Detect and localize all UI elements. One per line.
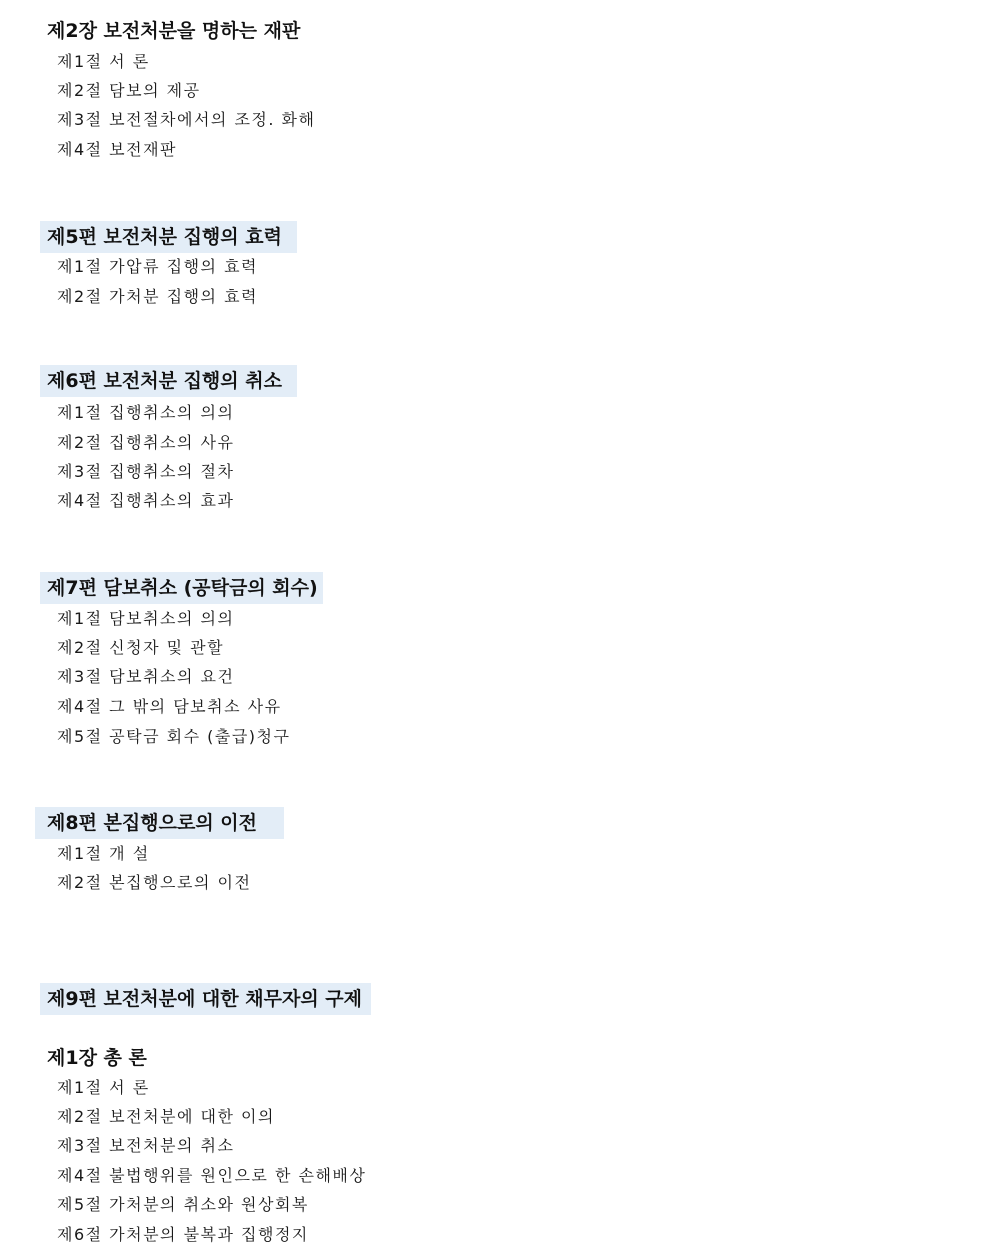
chapter-heading: 제1장 총 론	[47, 1047, 147, 1069]
section-item: 제3절 집행취소의 절차	[57, 462, 235, 481]
section-item: 제5절 공탁금 회수 (출급)청구	[57, 727, 291, 746]
section-item: 제3절 담보취소의 요건	[57, 667, 235, 686]
section-item: 제3절 보전절차에서의 조정. 화해	[57, 110, 316, 129]
section-item: 제1절 집행취소의 의의	[57, 403, 235, 422]
part-heading: 제8편 본집행으로의 이전	[35, 807, 284, 839]
section-item: 제1절 가압류 집행의 효력	[57, 257, 258, 276]
section-item: 제6절 가처분의 불복과 집행정지	[57, 1225, 309, 1244]
part-heading: 제9편 보전처분에 대한 채무자의 구제	[40, 983, 371, 1015]
section-item: 제2절 가처분 집행의 효력	[57, 287, 258, 306]
section-item: 제2절 본집행으로의 이전	[57, 873, 252, 892]
section-item: 제4절 보전재판	[57, 140, 178, 159]
part-heading: 제7편 담보취소 (공탁금의 회수)	[40, 572, 323, 604]
section-item: 제5절 가처분의 취소와 원상회복	[57, 1195, 309, 1214]
section-item: 제1절 서 론	[57, 1078, 150, 1097]
section-item: 제2절 담보의 제공	[57, 81, 201, 100]
section-item: 제3절 보전처분의 취소	[57, 1136, 235, 1155]
part-heading: 제6편 보전처분 집행의 취소	[40, 365, 297, 397]
section-item: 제4절 불법행위를 원인으로 한 손해배상	[57, 1166, 367, 1185]
section-item: 제2절 신청자 및 관할	[57, 638, 225, 657]
section-item: 제1절 개 설	[57, 844, 150, 863]
chapter-heading: 제2장 보전처분을 명하는 재판	[47, 20, 301, 42]
section-item: 제1절 담보취소의 의의	[57, 609, 235, 628]
section-item: 제2절 집행취소의 사유	[57, 433, 235, 452]
section-item: 제4절 집행취소의 효과	[57, 491, 235, 510]
section-item: 제2절 보전처분에 대한 이의	[57, 1107, 275, 1126]
section-item: 제1절 서 론	[57, 52, 150, 71]
section-item: 제4절 그 밖의 담보취소 사유	[57, 697, 282, 716]
part-heading: 제5편 보전처분 집행의 효력	[40, 221, 297, 253]
